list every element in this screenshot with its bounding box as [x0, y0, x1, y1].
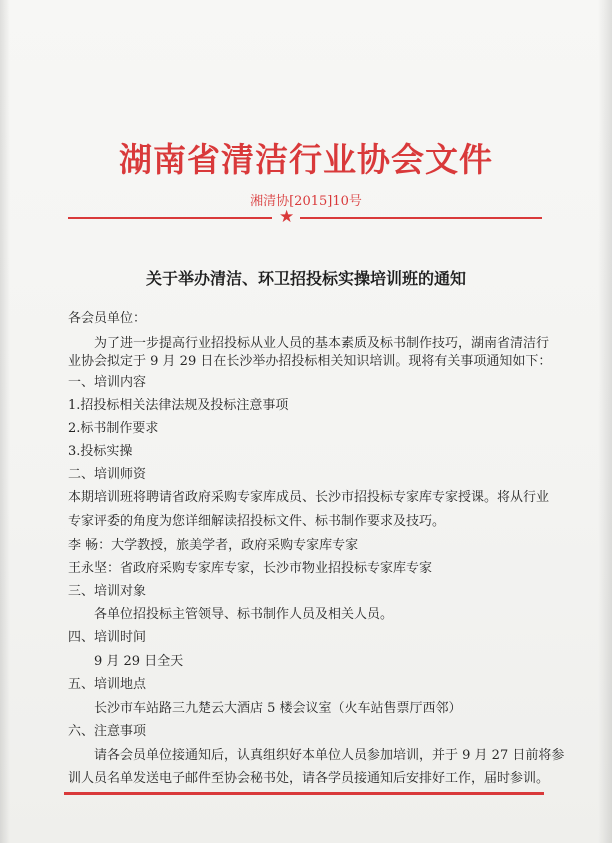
intro-paragraph-line-1: 为了进一步提高行业招投标从业人员的基本素质及标书制作技巧，湖南省清洁行: [94, 336, 550, 351]
page-edge-shadow-right: [598, 0, 612, 843]
section-heading-teachers: 二、培训师资: [68, 467, 147, 482]
teachers-paragraph-line-2: 专家评委的角度为您详细解读招投标文件、标书制作要求及技巧。: [68, 514, 446, 529]
intro-paragraph-line-2: 业协会拟定于 9 月 29 日在长沙举办招投标相关知识培训。现将有关事项通知如下：: [68, 354, 552, 369]
footer-rule: [64, 792, 544, 795]
section-heading-notes: 六、注意事项: [68, 724, 147, 739]
time-content: 9 月 29 日全天: [94, 654, 184, 669]
teacher-entry-1: 李 畅：大学教授，旅美学者，政府采购专家库专家: [68, 538, 359, 553]
section-heading-location: 五、培训地点: [68, 677, 147, 692]
page-edge-shadow-left: [0, 0, 10, 843]
notes-paragraph-line-2: 训人员名单发送电子邮件至协会秘书处，请各学员接通知后安排好工作，届时参训。: [68, 771, 550, 786]
section-heading-time: 四、培训时间: [68, 630, 147, 645]
content-item-3: 3.投标实操: [68, 444, 133, 459]
salutation: 各会员单位：: [68, 311, 147, 326]
teachers-paragraph-line-1: 本期培训班将聘请省政府采购专家库成员、长沙市招投标专家库专家授课。将从行业: [68, 490, 550, 505]
section-heading-audience: 三、培训对象: [68, 584, 147, 599]
organization-title: 湖南省清洁行业协会文件: [119, 140, 493, 179]
notes-paragraph-line-1: 请各会员单位接通知后，认真组织好本单位人员参加培训，并于 9 月 27 日前将参: [94, 748, 565, 763]
header-rule-left: [68, 217, 272, 219]
header-rule-right: [300, 217, 542, 219]
content-item-1: 1.招投标相关法律法规及投标注意事项: [68, 398, 289, 413]
teacher-entry-2: 王永坚：省政府采购专家库专家，长沙市物业招投标专家库专家: [68, 561, 433, 576]
document-number: 湘清协[2015]10号: [250, 194, 362, 209]
section-heading-content: 一、培训内容: [68, 375, 147, 390]
star-icon: ★: [279, 207, 295, 227]
notice-title: 关于举办清洁、环卫招投标实操培训班的通知: [145, 269, 466, 288]
audience-content: 各单位招投标主管领导、标书制作人员及相关人员。: [94, 607, 394, 622]
location-content: 长沙市车站路三九楚云大酒店 5 楼会议室（火车站售票厅西邻）: [94, 701, 462, 716]
content-item-2: 2.标书制作要求: [68, 421, 159, 436]
